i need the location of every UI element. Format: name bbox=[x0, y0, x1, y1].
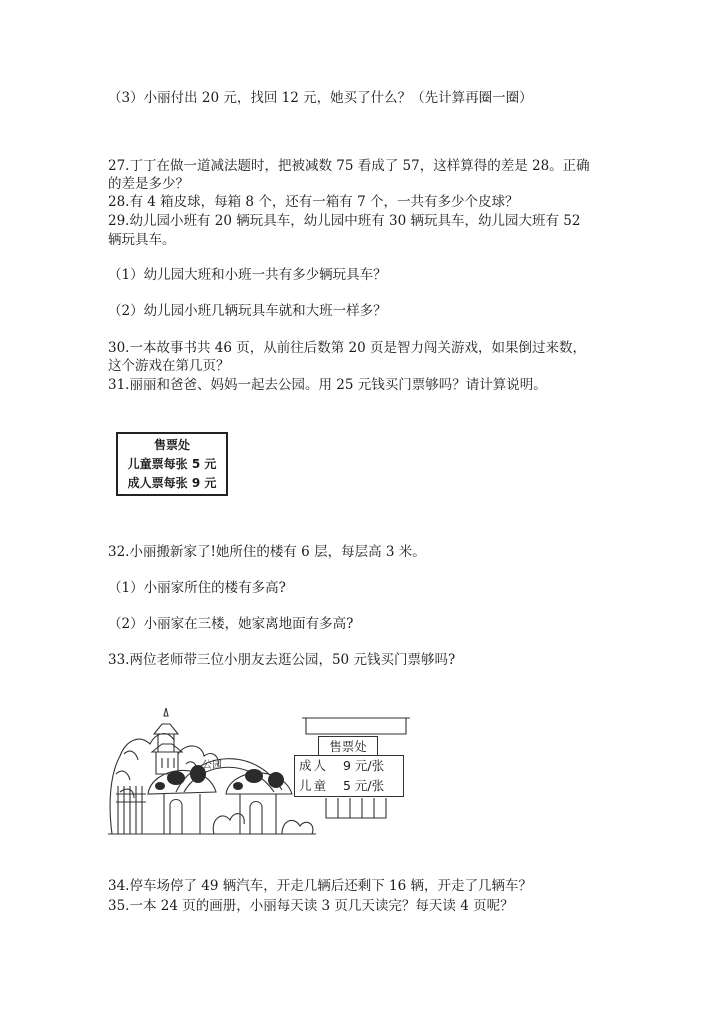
question-30-line-2: 这个游戏在第几页？ bbox=[108, 358, 230, 374]
question-32-sub-1: （1）小丽家所住的楼有多高? bbox=[108, 580, 286, 596]
park-sign-body bbox=[294, 755, 404, 797]
park-sign-title: 售票处 bbox=[318, 736, 378, 756]
question-35: 35.一本 24 页的画册，小丽每天读 3 页几天读完？每天读 4 页呢？ bbox=[108, 898, 514, 914]
park-sign-adult-label: 成人 bbox=[299, 758, 329, 773]
ticket-box-adult-price: 成人票每张 9 元 bbox=[127, 475, 217, 490]
question-27-line-1: 27.丁丁在做一道减法题时，把被减数 75 看成了 57，这样算得的差是 28。正确 bbox=[108, 158, 590, 174]
question-30-line-1: 30.一本故事书共 46 页，从前往后数第 20 页是智力闯关游戏，如果倒过来数， bbox=[108, 340, 586, 356]
question-29-sub-2: （2）幼儿园小班几辆玩具车就和大班一样多？ bbox=[108, 303, 387, 319]
question-29-line-2: 辆玩具车。 bbox=[108, 232, 176, 248]
ticket-price-box bbox=[116, 432, 228, 496]
park-gate-sign-text: 公园 bbox=[202, 760, 222, 771]
question-27-line-2: 的差是多少？ bbox=[108, 176, 189, 192]
ticket-box-title: 售票处 bbox=[153, 438, 190, 453]
park-sign-child-label: 儿童 bbox=[299, 778, 329, 793]
question-29-line-1: 29.幼儿园小班有 20 辆玩具车，幼儿园中班有 30 辆玩具车，幼儿园大班有 52 bbox=[108, 213, 581, 229]
park-sign-child-price: 5 元/张 bbox=[343, 778, 385, 793]
question-31: 31.丽丽和爸爸、妈妈一起去公园。用 25 元钱买门票够吗？请计算说明。 bbox=[108, 377, 547, 393]
question-34: 34.停车场停了 49 辆汽车，开走几辆后还剩下 16 辆，开走了几辆车？ bbox=[108, 878, 532, 894]
question-32-sub-2: （2）小丽家在三楼，她家离地面有多高? bbox=[108, 616, 354, 632]
question-28: 28.有 4 箱皮球，每箱 8 个，还有一箱有 7 个，一共有多少个皮球？ bbox=[108, 194, 519, 210]
ticket-box-child-price: 儿童票每张 5 元 bbox=[127, 456, 217, 471]
question-32: 32.小丽搬新家了!她所住的楼有 6 层，每层高 3 米。 bbox=[108, 544, 426, 560]
park-sign-adult-price: 9 元/张 bbox=[343, 758, 385, 773]
question-26-part-3: （3）小丽付出 20 元，找回 12 元，她买了什么？（先计算再圈一圈） bbox=[108, 90, 533, 106]
question-33: 33.两位老师带三位小朋友去逛公园，50 元钱买门票够吗? bbox=[108, 652, 456, 668]
question-29-sub-1: （1）幼儿园大班和小班一共有多少辆玩具车？ bbox=[108, 267, 387, 283]
